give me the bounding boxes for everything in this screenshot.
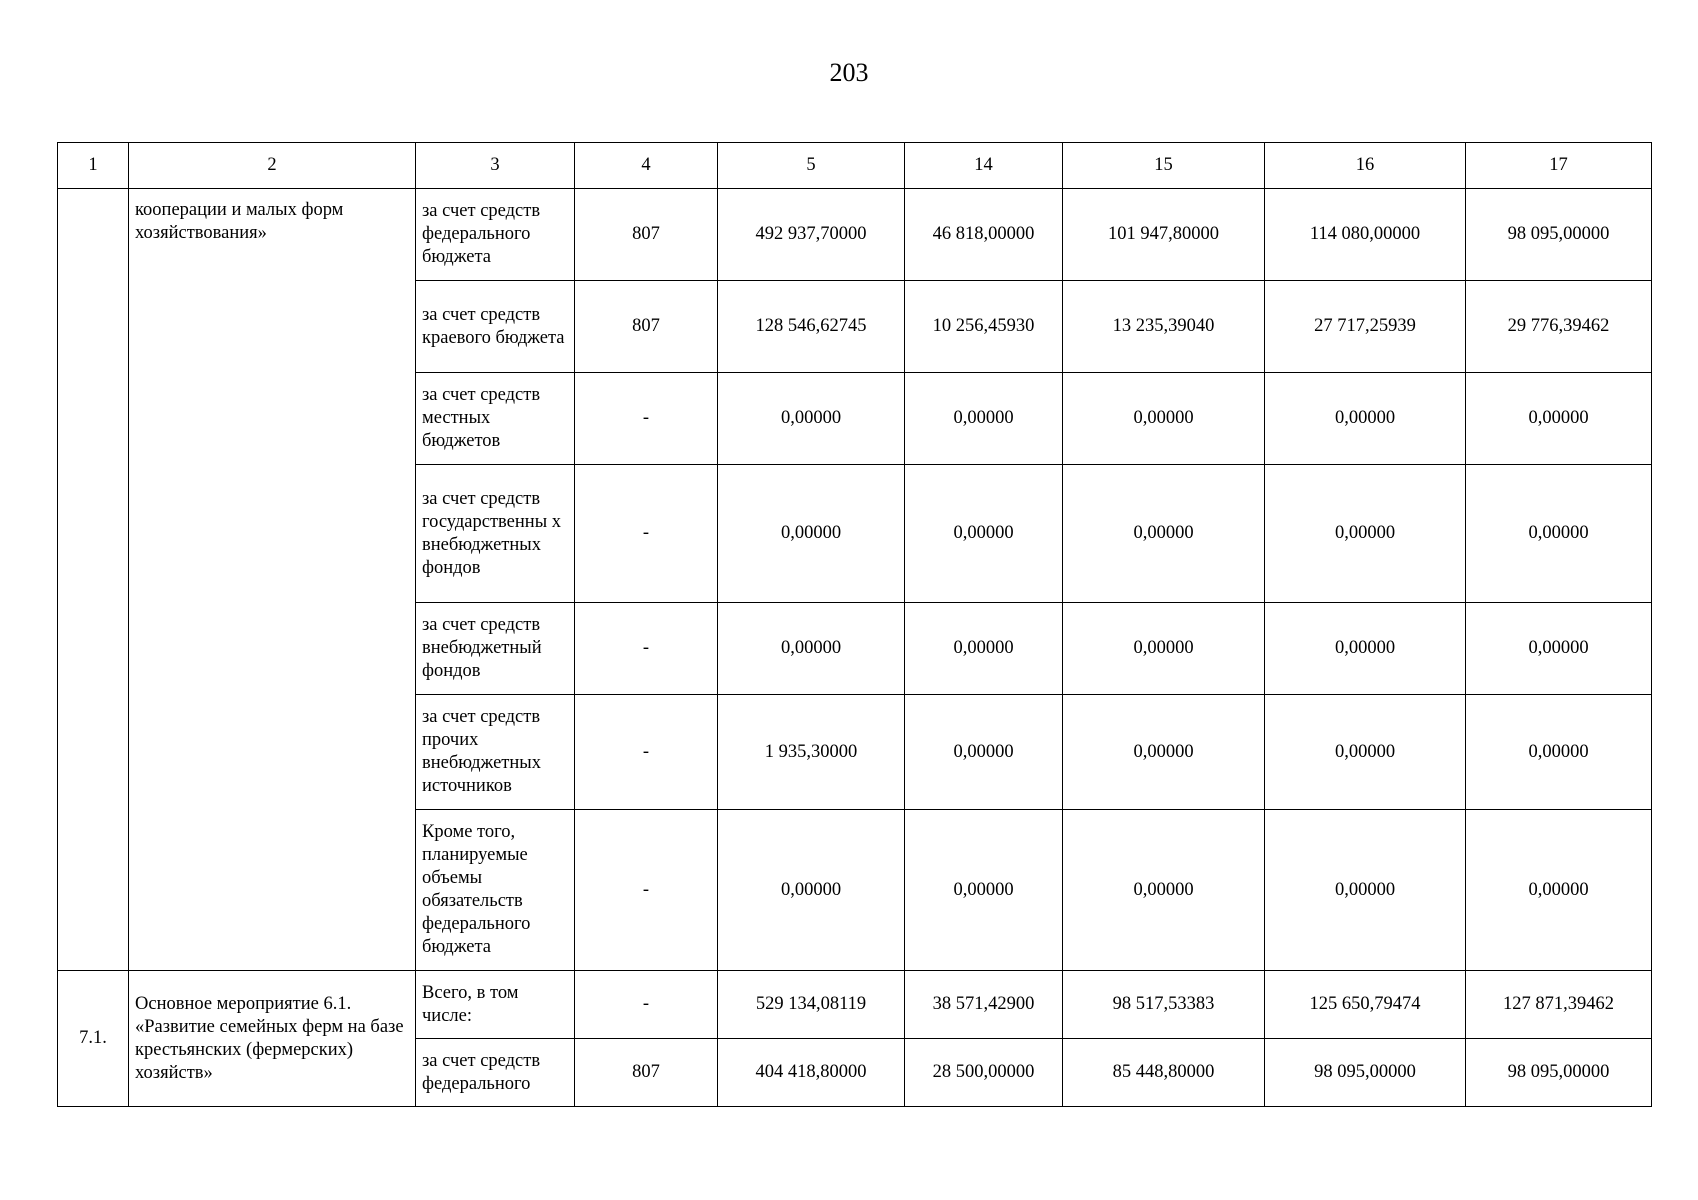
funding-source: за счет средств внебюджетный фондов <box>416 603 575 695</box>
value-cell: 46 818,00000 <box>905 189 1063 281</box>
code-cell: - <box>575 373 718 465</box>
measure-description: Основное мероприятие 6.1. «Развитие семейных ферм на базе крестьянских (фермерских) хозяйств» <box>129 971 416 1107</box>
page-number: 203 <box>829 58 869 87</box>
value-cell: 27 717,25939 <box>1265 281 1466 373</box>
value-cell: 29 776,39462 <box>1466 281 1652 373</box>
value-cell: 529 134,08119 <box>718 971 905 1039</box>
funding-source: за счет средств прочих внебюджетных источников <box>416 695 575 810</box>
table-row <box>58 189 1652 281</box>
header-cell: 5 <box>718 143 905 189</box>
value-cell: 127 871,39462 <box>1466 971 1652 1039</box>
value-cell: 0,00000 <box>1265 810 1466 971</box>
value-cell: 0,00000 <box>905 373 1063 465</box>
funding-source: за счет средств местных бюджетов <box>416 373 575 465</box>
funding-source: за счет средств краевого бюджета <box>416 281 575 373</box>
code-cell: 807 <box>575 281 718 373</box>
value-cell: 0,00000 <box>1265 373 1466 465</box>
value-cell: 114 080,00000 <box>1265 189 1466 281</box>
value-cell: 0,00000 <box>905 465 1063 603</box>
value-cell: 98 095,00000 <box>1466 1039 1652 1107</box>
row-number-cell <box>58 189 129 971</box>
value-cell: 0,00000 <box>718 373 905 465</box>
value-cell: 0,00000 <box>1466 695 1652 810</box>
header-row <box>58 143 1652 189</box>
value-cell: 0,00000 <box>718 465 905 603</box>
header-cell: 17 <box>1466 143 1652 189</box>
funding-source: за счет средств федерального бюджета <box>416 189 575 281</box>
value-cell: 125 650,79474 <box>1265 971 1466 1039</box>
header-cell: 2 <box>129 143 416 189</box>
header-cell: 15 <box>1063 143 1265 189</box>
value-cell: 404 418,80000 <box>718 1039 905 1107</box>
value-cell: 101 947,80000 <box>1063 189 1265 281</box>
value-cell: 0,00000 <box>1466 810 1652 971</box>
value-cell: 0,00000 <box>1063 603 1265 695</box>
code-cell: - <box>575 971 718 1039</box>
value-cell: 0,00000 <box>1265 695 1466 810</box>
code-cell: 807 <box>575 1039 718 1107</box>
code-cell: - <box>575 603 718 695</box>
header-cell: 1 <box>58 143 129 189</box>
code-cell: - <box>575 810 718 971</box>
funding-source: Всего, в том числе: <box>416 971 575 1039</box>
value-cell: 13 235,39040 <box>1063 281 1265 373</box>
header-cell: 16 <box>1265 143 1466 189</box>
measure-description: кооперации и малых форм хозяйствования» <box>129 189 416 971</box>
value-cell: 28 500,00000 <box>905 1039 1063 1107</box>
funding-source: за счет средств государственны х внебюджетных фондов <box>416 465 575 603</box>
value-cell: 10 256,45930 <box>905 281 1063 373</box>
value-cell: 0,00000 <box>1466 603 1652 695</box>
value-cell: 0,00000 <box>718 603 905 695</box>
value-cell: 0,00000 <box>1265 465 1466 603</box>
code-cell: - <box>575 465 718 603</box>
value-cell: 0,00000 <box>1063 465 1265 603</box>
value-cell: 0,00000 <box>718 810 905 971</box>
funding-source: Кроме того, планируемые объемы обязательств федерального бюджета <box>416 810 575 971</box>
header-cell: 14 <box>905 143 1063 189</box>
funding-source: за счет средств федерального <box>416 1039 575 1107</box>
row-number-cell: 7.1. <box>58 971 129 1107</box>
budget-table <box>57 142 1652 1107</box>
value-cell: 1 935,30000 <box>718 695 905 810</box>
value-cell: 0,00000 <box>1466 373 1652 465</box>
header-cell: 3 <box>416 143 575 189</box>
value-cell: 85 448,80000 <box>1063 1039 1265 1107</box>
value-cell: 0,00000 <box>1063 695 1265 810</box>
header-cell: 4 <box>575 143 718 189</box>
value-cell: 38 571,42900 <box>905 971 1063 1039</box>
value-cell: 98 095,00000 <box>1265 1039 1466 1107</box>
value-cell: 98 095,00000 <box>1466 189 1652 281</box>
value-cell: 0,00000 <box>905 810 1063 971</box>
code-cell: 807 <box>575 189 718 281</box>
value-cell: 0,00000 <box>1063 810 1265 971</box>
value-cell: 128 546,62745 <box>718 281 905 373</box>
value-cell: 0,00000 <box>1466 465 1652 603</box>
value-cell: 0,00000 <box>1265 603 1466 695</box>
value-cell: 492 937,70000 <box>718 189 905 281</box>
value-cell: 0,00000 <box>905 603 1063 695</box>
value-cell: 98 517,53383 <box>1063 971 1265 1039</box>
code-cell: - <box>575 695 718 810</box>
table-row <box>58 971 1652 1039</box>
value-cell: 0,00000 <box>905 695 1063 810</box>
value-cell: 0,00000 <box>1063 373 1265 465</box>
